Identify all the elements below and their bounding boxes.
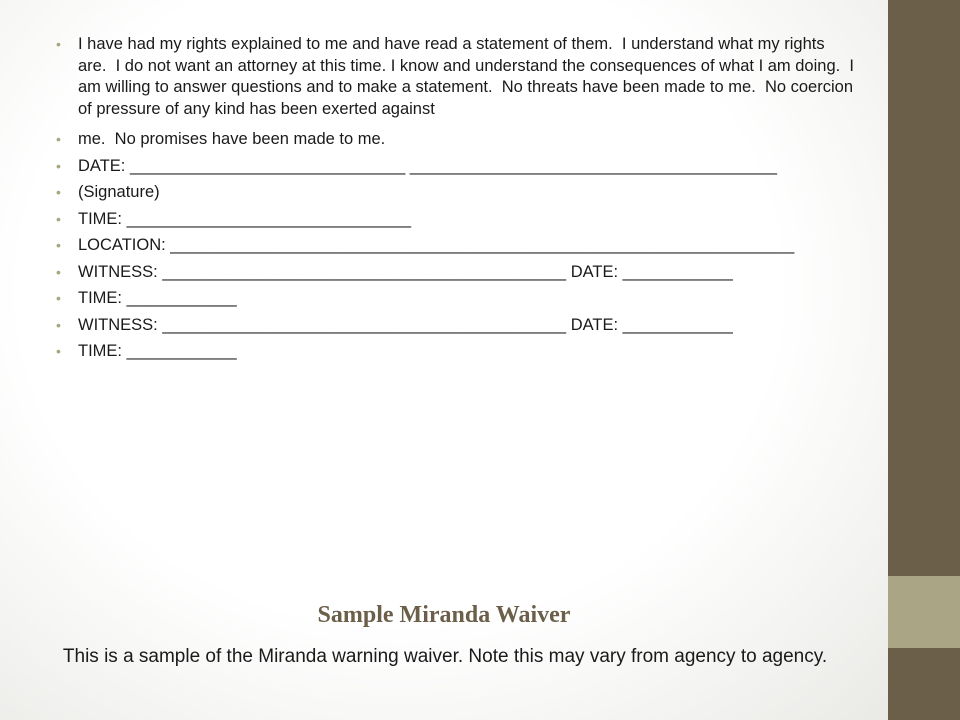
list-item-witness-1	[56, 262, 856, 284]
bullet-dot-icon: •	[56, 36, 61, 52]
list-item-witness-2	[56, 315, 856, 337]
bullet-dot-icon: •	[56, 290, 61, 306]
bullet-dot-icon: •	[56, 157, 61, 174]
list-item-promises	[56, 129, 856, 151]
promises-text: me. No promises have been made to me.	[78, 130, 386, 148]
bullet-dot-icon: •	[56, 237, 61, 253]
signature-label: (Signature)	[78, 183, 160, 201]
location-line: LOCATION: ____________________________________________________________________	[78, 236, 795, 254]
bullet-dot-icon: •	[56, 343, 61, 359]
list-item-signature	[56, 182, 856, 204]
bullet-dot-icon: •	[56, 184, 61, 200]
list-item-statement	[56, 34, 859, 120]
list-item-time	[56, 209, 856, 231]
slide-title: Sample Miranda Waiver	[317, 602, 571, 628]
waiver-content	[56, 34, 859, 368]
time-line: TIME: _______________________________	[78, 209, 412, 228]
bullet-dot-icon: •	[56, 210, 61, 227]
date-signature-line: DATE: ______________________________ ________________________________________	[78, 156, 777, 175]
bullet-dot-icon: •	[56, 316, 61, 333]
bullet-dot-icon: •	[56, 263, 61, 280]
decorative-accent-square	[888, 576, 960, 648]
bullet-dot-icon: •	[56, 131, 61, 147]
slide-subtitle: This is a sample of the Miranda warning waiver. Note this may vary from agency to agency.	[62, 646, 828, 667]
list-item-location	[56, 235, 856, 257]
statement-text: I have had my rights explained to me and have read a statement of them. I understand what my rights are. I do not want an attorney at this time. I know and understand the consequences of what I am doing. I am willing to answer questions and to make a statement. No threats have been made to me. No coercion of pressure of any kind has been exerted against	[78, 35, 859, 118]
time-3-line: TIME: ____________	[78, 342, 237, 360]
list-item-time-2	[56, 288, 856, 310]
list-item-time-3	[56, 341, 856, 363]
time-2-line: TIME: ____________	[78, 289, 237, 307]
witness-1-line: WITNESS: ____________________________________________ DATE: ____________	[78, 262, 733, 281]
waiver-bullet-list	[56, 34, 859, 363]
witness-2-line: WITNESS: ____________________________________________ DATE: ____________	[78, 315, 733, 334]
list-item-date	[56, 156, 856, 178]
decorative-side-bar	[888, 0, 960, 720]
